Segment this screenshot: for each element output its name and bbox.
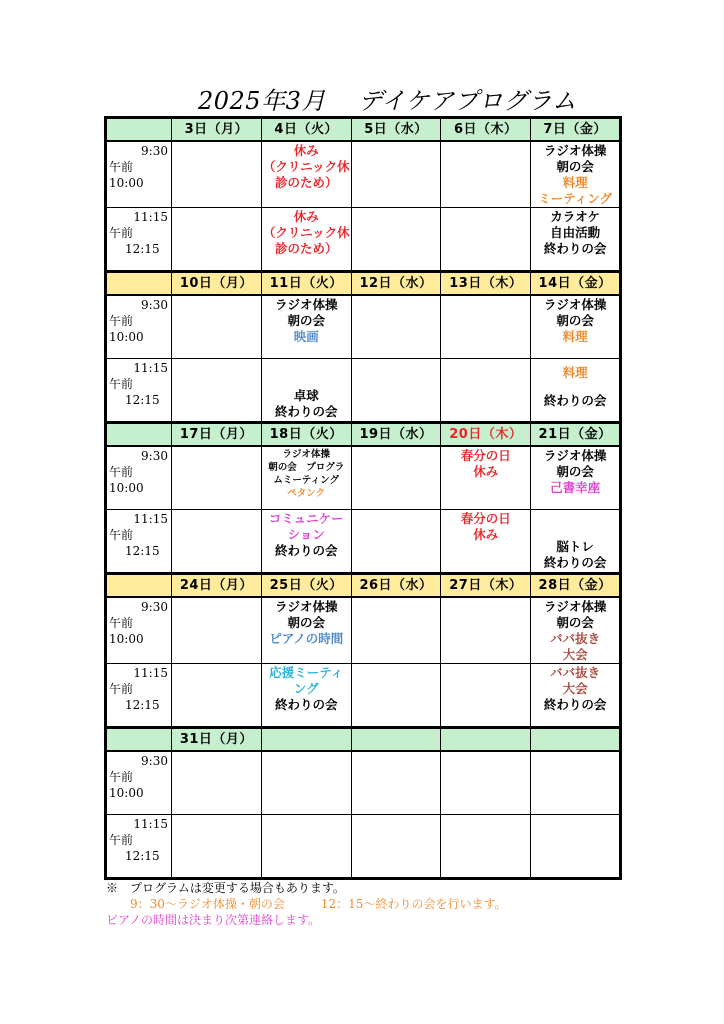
week-header-blank <box>106 118 172 142</box>
program-cell <box>351 446 441 510</box>
program-cell <box>261 208 351 272</box>
program-item: 休み <box>293 143 319 158</box>
time-label: 11:15 <box>133 210 168 224</box>
week-header-blank <box>106 423 172 447</box>
day-header: 12日（水） <box>351 272 441 296</box>
program-item: 診のため） <box>274 241 338 256</box>
program-item: 休み <box>293 209 319 224</box>
time-label: 12:15 <box>125 393 160 407</box>
program-cell <box>531 510 621 574</box>
program-item: 己書幸座 <box>550 480 601 495</box>
program-cell <box>441 597 531 664</box>
program-cell <box>441 359 531 423</box>
time-label: 9:30 <box>141 754 168 768</box>
program-item: 料理 <box>562 365 588 380</box>
program-cell <box>261 597 351 664</box>
program-cell <box>441 664 531 728</box>
program-cell <box>261 295 351 359</box>
time-cell <box>106 510 172 574</box>
program-cell <box>441 751 531 815</box>
week-header-blank <box>106 728 172 752</box>
program-item: 卓球 <box>293 388 319 403</box>
program-cell <box>531 664 621 728</box>
day-header: 25日（火） <box>261 574 351 598</box>
time-label: 午前 <box>109 616 134 630</box>
program-item: 終わりの会 <box>543 241 607 256</box>
program-item: ラジオ体操 <box>282 449 330 460</box>
program-item: 終わりの会 <box>274 404 338 419</box>
time-label: 9:30 <box>141 144 168 158</box>
day-header: 19日（水） <box>351 423 441 447</box>
program-cell <box>261 751 351 815</box>
program-cell <box>351 359 441 423</box>
program-cell <box>172 815 262 879</box>
time-label: 10:00 <box>109 632 144 646</box>
program-item: 料理 <box>562 175 588 190</box>
program-cell <box>531 597 621 664</box>
program-cell <box>172 751 262 815</box>
time-cell <box>106 208 172 272</box>
time-label: 11:15 <box>133 817 168 831</box>
time-cell <box>106 295 172 359</box>
day-header: 4日（火） <box>261 118 351 142</box>
day-header: 10日（月） <box>172 272 262 296</box>
time-label: 午前 <box>109 314 134 328</box>
morning-slot-row <box>106 751 621 815</box>
program-cell <box>441 295 531 359</box>
time-label: 10:00 <box>109 176 144 190</box>
time-label: 午前 <box>109 226 134 240</box>
program-item: （クリニック休 <box>262 159 350 174</box>
program-item: ムミーティング <box>273 475 339 486</box>
program-cell <box>261 141 351 208</box>
midday-slot-row <box>106 815 621 879</box>
program-cell <box>261 664 351 728</box>
program-item: 脳トレ <box>556 539 594 554</box>
week-header-row <box>106 118 621 142</box>
morning-slot-row <box>106 141 621 208</box>
time-label: 12:15 <box>125 544 160 558</box>
program-item: ラジオ体操 <box>543 448 607 463</box>
program-cell <box>172 208 262 272</box>
program-cell <box>172 359 262 423</box>
note-change: ※ プログラムは変更する場合もあります。 <box>106 881 345 895</box>
day-header: 21日（金） <box>531 423 621 447</box>
program-item: ピアノの時間 <box>269 631 344 646</box>
time-label: 12:15 <box>125 849 160 863</box>
program-cell <box>261 510 351 574</box>
program-item: 自由活動 <box>550 225 601 240</box>
program-cell <box>172 295 262 359</box>
program-item: 大会 <box>562 681 588 696</box>
time-cell <box>106 815 172 879</box>
day-header: 5日（水） <box>351 118 441 142</box>
program-cell <box>172 664 262 728</box>
program-item: 春分の日 <box>460 448 511 463</box>
day-header: 6日（木） <box>441 118 531 142</box>
time-label: 11:15 <box>133 361 168 375</box>
note-piano: ピアノの時間は決まり次第連絡します。 <box>106 913 321 927</box>
program-item: 朝の会 <box>556 159 594 174</box>
program-item: ラジオ体操 <box>543 599 607 614</box>
day-header: 13日（木） <box>441 272 531 296</box>
program-item: 朝の会 <box>556 615 594 630</box>
day-header: 26日（水） <box>351 574 441 598</box>
program-cell <box>351 664 441 728</box>
time-label: 午前 <box>109 160 134 174</box>
week-header-blank <box>106 574 172 598</box>
program-cell <box>441 141 531 208</box>
program-item: 映画 <box>293 329 319 344</box>
time-label: 9:30 <box>141 449 168 463</box>
time-label: 午前 <box>109 682 134 696</box>
day-header <box>531 728 621 752</box>
program-item: ババ抜き <box>550 665 601 680</box>
program-item: ババ抜き <box>550 631 601 646</box>
week-header-row <box>106 272 621 296</box>
week-header-row <box>106 728 621 752</box>
program-item: 春分の日 <box>460 511 511 526</box>
program-item: ション <box>287 527 325 542</box>
program-cell <box>351 815 441 879</box>
day-header: 17日（月） <box>172 423 262 447</box>
time-label: 12:15 <box>125 698 160 712</box>
morning-slot-row <box>106 446 621 510</box>
day-header: 7日（金） <box>531 118 621 142</box>
program-cell <box>441 208 531 272</box>
day-header: 11日（火） <box>261 272 351 296</box>
program-item: ラジオ体操 <box>543 297 607 312</box>
program-cell <box>351 208 441 272</box>
program-cell <box>172 510 262 574</box>
program-cell <box>261 359 351 423</box>
week-header-row <box>106 574 621 598</box>
time-label: 10:00 <box>109 786 144 800</box>
time-label: 9:30 <box>141 298 168 312</box>
program-cell <box>172 597 262 664</box>
program-item: ラジオ体操 <box>543 143 607 158</box>
morning-slot-row <box>106 597 621 664</box>
program-item: 朝の会 <box>556 313 594 328</box>
time-cell <box>106 664 172 728</box>
day-header <box>441 728 531 752</box>
day-header: 31日（月） <box>172 728 262 752</box>
program-item: 応援ミーティ <box>269 665 344 680</box>
program-item: ラジオ体操 <box>274 599 338 614</box>
program-item: コミュニケー <box>268 511 344 526</box>
week-header-row <box>106 423 621 447</box>
time-label: 午前 <box>109 833 134 847</box>
program-item: 休み <box>473 464 499 479</box>
program-cell <box>351 141 441 208</box>
note-times: 9：30～ラジオ体操・朝の会 12：15～終わりの会を行います。 <box>106 897 507 911</box>
page-title: 2025年3月 デイケアプログラム <box>198 87 577 115</box>
time-cell <box>106 597 172 664</box>
program-item: 終わりの会 <box>274 697 338 712</box>
time-label: 午前 <box>109 465 134 479</box>
midday-slot-row <box>106 664 621 728</box>
program-item: 朝の会 <box>287 615 325 630</box>
program-item: 朝の会 プログラ <box>268 462 345 473</box>
program-item: ペタンク <box>287 488 326 499</box>
program-item: 休み <box>473 527 499 542</box>
time-label: 11:15 <box>133 666 168 680</box>
day-header: 14日（金） <box>531 272 621 296</box>
program-cell <box>172 446 262 510</box>
day-header: 27日（木） <box>441 574 531 598</box>
program-item: 診のため） <box>274 175 338 190</box>
program-cell <box>531 141 621 208</box>
schedule-table <box>104 116 622 880</box>
program-cell <box>441 815 531 879</box>
program-cell <box>531 208 621 272</box>
program-item: 終わりの会 <box>543 697 607 712</box>
program-item: （クリニック休 <box>262 225 350 240</box>
time-label: 午前 <box>109 770 134 784</box>
time-label: 9:30 <box>141 600 168 614</box>
program-cell <box>261 815 351 879</box>
program-cell <box>531 295 621 359</box>
time-label: 11:15 <box>133 512 168 526</box>
time-label: 10:00 <box>109 481 144 495</box>
midday-slot-row <box>106 510 621 574</box>
midday-slot-row <box>106 359 621 423</box>
morning-slot-row <box>106 295 621 359</box>
day-header <box>261 728 351 752</box>
time-label: 12:15 <box>125 242 160 256</box>
program-cell <box>351 597 441 664</box>
day-header: 28日（金） <box>531 574 621 598</box>
time-cell <box>106 359 172 423</box>
program-item: 終わりの会 <box>543 393 607 408</box>
program-item: 朝の会 <box>556 464 594 479</box>
program-item: 大会 <box>562 647 588 662</box>
time-cell <box>106 446 172 510</box>
time-cell <box>106 141 172 208</box>
time-label: 10:00 <box>109 330 144 344</box>
day-header: 24日（月） <box>172 574 262 598</box>
program-item: 料理 <box>562 329 588 344</box>
program-item: カラオケ <box>550 209 600 224</box>
program-cell <box>172 141 262 208</box>
program-item: ミーティング <box>538 191 612 206</box>
day-header: 18日（火） <box>261 423 351 447</box>
time-label: 午前 <box>109 528 134 542</box>
program-cell <box>531 359 621 423</box>
program-cell <box>531 446 621 510</box>
day-header: 3日（月） <box>172 118 262 142</box>
midday-slot-row <box>106 208 621 272</box>
program-cell <box>261 446 351 510</box>
program-cell <box>351 751 441 815</box>
day-header: 20日（木） <box>441 423 531 447</box>
program-item: ラジオ体操 <box>274 297 338 312</box>
program-cell <box>441 446 531 510</box>
notes <box>106 880 666 928</box>
program-cell <box>441 510 531 574</box>
program-cell <box>531 751 621 815</box>
program-item: 終わりの会 <box>543 555 607 570</box>
day-header <box>351 728 441 752</box>
program-item: 朝の会 <box>287 313 325 328</box>
time-label: 午前 <box>109 377 134 391</box>
program-cell <box>351 295 441 359</box>
week-header-blank <box>106 272 172 296</box>
program-item: 終わりの会 <box>274 543 338 558</box>
program-cell <box>531 815 621 879</box>
time-cell <box>106 751 172 815</box>
program-item: ング <box>293 681 319 696</box>
program-cell <box>351 510 441 574</box>
